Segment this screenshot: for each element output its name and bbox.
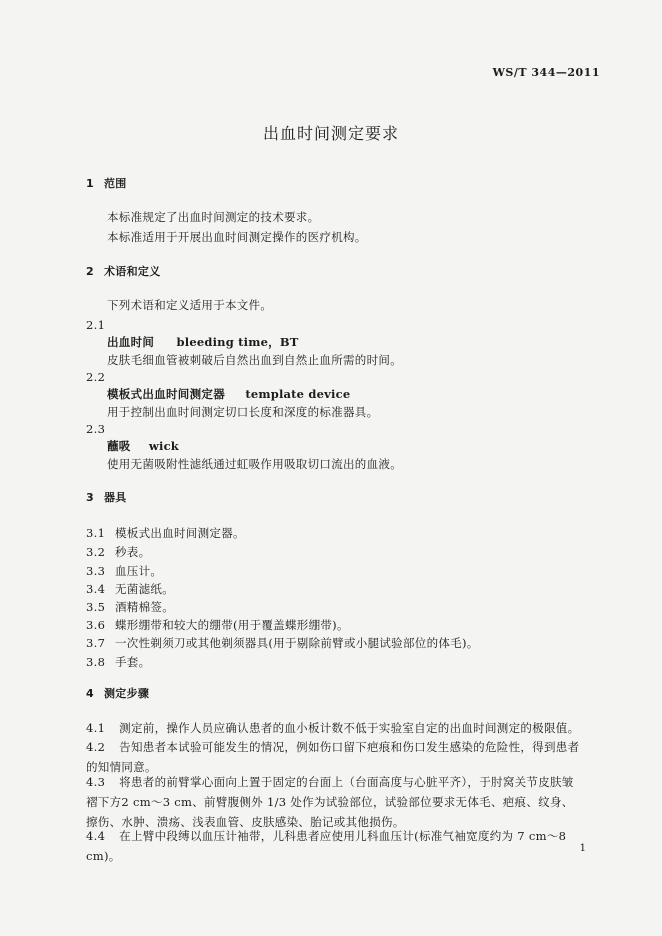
term-zh-label: 蘸吸: [107, 439, 131, 453]
step-number: 4.2: [86, 740, 106, 754]
section-1-number: 1: [86, 177, 94, 190]
list-item-number: 3.5: [86, 600, 106, 614]
term-2-2-zh: [107, 387, 350, 401]
list-item-text: 无菌滤纸。: [115, 582, 174, 596]
term-2-1-zh: [107, 335, 299, 349]
section-1-paragraph-1: 本标准规定了出血时间测定的技术要求。: [107, 210, 320, 224]
step-number: 4.3: [86, 775, 106, 789]
step-text: 将患者的前臂掌心面向上置于固定的台面上（台面高度与心脏平齐），于肘窝关节皮肤皱褶下方2 cm～3 cm、前臂腹侧外 1/3 处作为试验部位，试验部位要求无体毛、疤痕、纹身、擦伤、水肿、溃疡、浅表血管、皮肤感染、胎记或其他损伤。: [86, 775, 574, 829]
term-2-3-zh: [107, 439, 179, 453]
list-item-number: 3.6: [86, 618, 106, 632]
list-item-number: 3.4: [86, 582, 106, 596]
list-item-number: 3.2: [86, 545, 106, 559]
step-4-2: [86, 737, 581, 777]
term-zh-label: 出血时间: [107, 335, 155, 349]
section-2-intro: 下列术语和定义适用于本文件。: [107, 298, 273, 312]
term-2-3-number: 2.3: [86, 422, 106, 436]
list-item-text: 秒表。: [115, 545, 151, 559]
step-text: 在上臂中段缚以血压计袖带，儿科患者应使用儿科血压计(标准气袖宽度约为 7 cm～8 cm)。: [86, 829, 567, 863]
list-item-text: 酒精棉签。: [115, 600, 174, 614]
step-4-4: [86, 826, 581, 866]
term-2-1-definition: 皮肤毛细血管被刺破后自然出血到自然止血所需的时间。: [107, 353, 402, 367]
step-number: 4.1: [86, 721, 106, 735]
section-1-heading: 范围: [104, 177, 127, 190]
list-item-number: 3.3: [86, 564, 106, 578]
standard-code: WS/T 344—2011: [492, 66, 600, 79]
term-2-2-number: 2.2: [86, 370, 106, 384]
section-3-heading: 器具: [104, 491, 127, 504]
term-en-label: bleeding time，BT: [176, 335, 299, 349]
section-2-heading: 术语和定义: [104, 265, 161, 278]
term-en-label: template device: [245, 387, 351, 401]
list-item-text: 手套。: [115, 655, 151, 669]
term-2-2-definition: 用于控制出血时间测定切口长度和深度的标准器具。: [107, 405, 379, 419]
list-item-text: 一次性剃须刀或其他剃须器具(用于剔除前臂或小腿试验部位的体毛)。: [115, 636, 479, 650]
section-4-heading: 测定步骤: [104, 687, 150, 700]
term-en-label: wick: [148, 439, 179, 453]
step-4-1: [86, 718, 581, 738]
list-item-text: 模板式出血时间测定器。: [115, 526, 245, 540]
list-item-text: 血压计。: [115, 564, 163, 578]
page-number: 1: [579, 843, 586, 854]
section-1-paragraph-2: 本标准适用于开展出血时间测定操作的医疗机构。: [107, 230, 367, 244]
section-2-number: 2: [86, 265, 94, 278]
list-item-number: 3.1: [86, 526, 106, 540]
term-2-3-definition: 使用无菌吸附性滤纸通过虹吸作用吸取切口流出的血液。: [107, 457, 402, 471]
list-item-text: 蝶形绷带和较大的绷带(用于覆盖蝶形绷带)。: [115, 618, 349, 632]
term-2-1-number: 2.1: [86, 318, 106, 332]
list-item-number: 3.8: [86, 655, 106, 669]
document-title: 出血时间测定要求: [262, 124, 399, 143]
step-number: 4.4: [86, 829, 106, 843]
step-text: 告知患者本试验可能发生的情况，例如伤口留下疤痕和伤口发生感染的危险性，得到患者的知情同意。: [86, 740, 580, 774]
section-4-number: 4: [86, 687, 94, 700]
term-zh-label: 模板式出血时间测定器: [107, 387, 225, 401]
list-item-number: 3.7: [86, 636, 106, 650]
step-4-3: [86, 772, 581, 832]
step-text: 测定前，操作人员应确认患者的血小板计数不低于实验室自定的出血时间测定的极限值。: [119, 721, 580, 735]
section-3-number: 3: [86, 491, 94, 504]
